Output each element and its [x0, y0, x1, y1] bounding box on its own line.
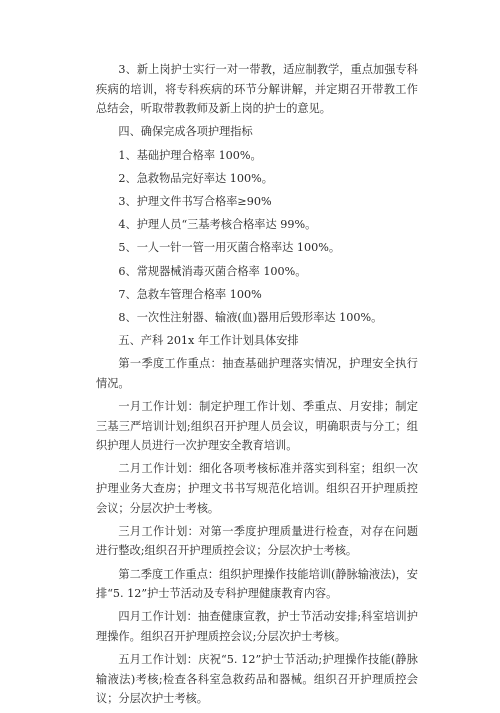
quarter-2-focus: 第二季度工作重点：组织护理操作技能培训(静脉输液法)，安排“5. 12”护士节活动及专科护理健康教育内容。 — [96, 567, 418, 601]
january-plan: 一月工作计划：制定护理工作计划、季重点、月安排；制定三基三严培训计划;组织召开护理人员会议，明确职责与分工；组织护理人员进行一次护理安全教育培训。 — [96, 400, 418, 453]
document-body — [96, 60, 418, 713]
list-item: 3、护理文件书写合格率≥90% — [118, 194, 272, 208]
section-heading-5: 五、产科 201x 年工作计划具体安排 — [118, 334, 299, 348]
list-item: 7、急救车管理合格率 100% — [118, 287, 262, 301]
may-plan: 五月工作计划：庆祝“5. 12”护士节活动;护理操作技能(静脉输液法)考核;检查各科室急救药品和器械。组织召开护理质控会议；分层次护士考核。 — [96, 653, 418, 706]
list-item: 2、急救物品完好率达 100%。 — [118, 171, 273, 185]
paragraph-teaching: 3、新上岗护士实行一对一带教，适应制教学，重点加强专科疾病的培训，将专科疾病的环节分解讲解，并定期召开带教工作总结会，听取带教教师及新上岗的护士的意见。 — [96, 63, 418, 116]
section-heading-4: 四、确保完成各项护理指标 — [118, 125, 253, 139]
quarter-1-focus: 第一季度工作重点：抽查基础护理落实情况，护理安全执行情况。 — [96, 357, 418, 390]
list-item: 5、一人一针一管一用灭菌合格率达 100%。 — [118, 241, 341, 255]
april-plan: 四月工作计划：抽查健康宣教，护士节活动安排;科室培训护理操作。组织召开护理质控会议;分层次护士考核。 — [96, 610, 418, 643]
list-item: 1、基础护理合格率 100%。 — [118, 148, 262, 162]
march-plan: 三月工作计划：对第一季度护理质量进行检查，对存在问题进行整改;组织召开护理质控会议；分层次护士考核。 — [96, 524, 418, 558]
list-item: 6、常规器械消毒灭菌合格率 100%。 — [118, 264, 307, 278]
list-item: 4、护理人员“三基考核合格率达 99%。 — [118, 218, 317, 232]
list-item: 8、一次性注射器、输液(血)器用后毁形率达 100%。 — [118, 310, 383, 324]
february-plan: 二月工作计划：细化各项考核标准并落实到科室；组织一次护理业务大查房；护理文书书写规范化培训。组织召开护理质控会议；分层次护士考核。 — [96, 462, 418, 515]
